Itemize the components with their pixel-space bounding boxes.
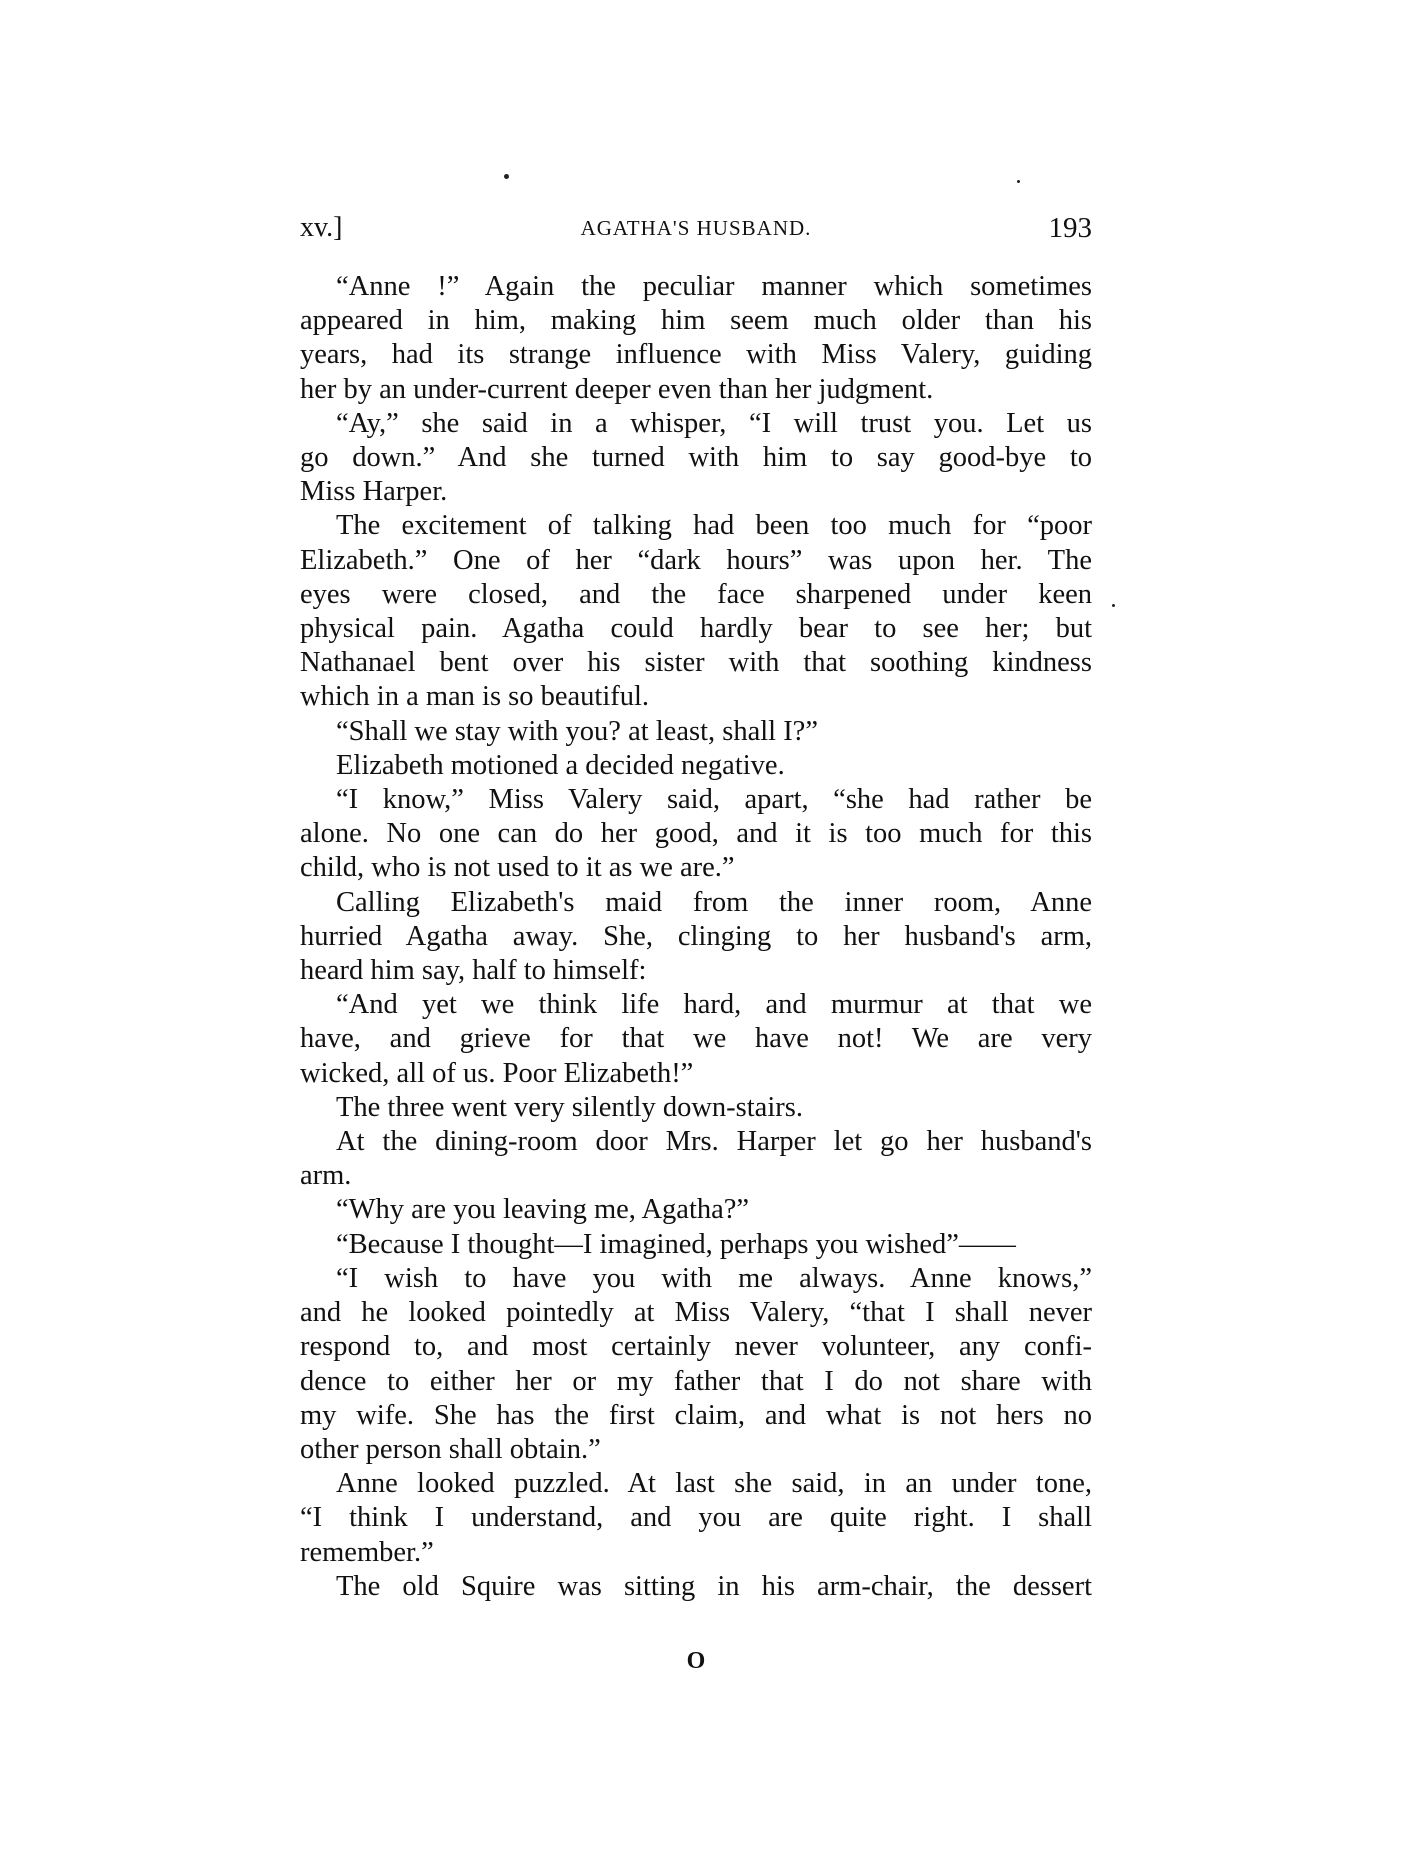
paragraph [300, 1228, 1092, 1262]
text-line: “I wish to have you with me always. Anne knows,” [336, 1262, 1092, 1294]
text-line: other person shall obtain.” [300, 1433, 601, 1465]
text-line: hurried Agatha away. She, clinging to her husband's arm, [300, 920, 1092, 952]
text-line: “And yet we think life hard, and murmur at that we [336, 989, 1092, 1021]
text-line: which in a man is so beautiful. [300, 681, 650, 713]
text-line: Miss Harper. [300, 476, 448, 508]
text-line: eyes were closed, and the face sharpened under keen [300, 578, 1092, 610]
text-line: years, had its strange influence with Miss Valery, guiding [300, 339, 1092, 371]
paragraph [300, 886, 1092, 989]
text-line: alone. No one can do her good, and it is too much for this [300, 818, 1092, 850]
paragraph [300, 1570, 1092, 1604]
text-line: remember.” [300, 1536, 434, 1568]
text-line: The old Squire was sitting in his arm-chair, the dessert [336, 1570, 1092, 1602]
text-line: have, and grieve for that we have not! We are very [300, 1023, 1092, 1055]
text-line: dence to either her or my father that I do not share with [300, 1365, 1092, 1397]
chapter-number: xv.] [300, 212, 343, 243]
print-speck [1112, 604, 1115, 607]
text-line: child, who is not used to it as we are.” [300, 852, 735, 884]
paragraph [300, 270, 1092, 407]
text-line: her by an under-current deeper even than her judgment. [300, 373, 934, 405]
paragraph [300, 749, 1092, 783]
text-line: “Anne !” Again the peculiar manner which sometimes [336, 271, 1092, 302]
paragraph [300, 715, 1092, 749]
text-line: The three went very silently down-stairs. [336, 1091, 803, 1123]
text-line: physical pain. Agatha could hardly bear to see her; but [300, 613, 1092, 645]
paragraph [300, 1091, 1092, 1125]
paragraph [300, 1467, 1092, 1570]
text-line: “I think I understand, and you are quite right. I shall [300, 1502, 1092, 1534]
text-line: arm. [300, 1160, 352, 1192]
text-line: my wife. She has the first claim, and what is not hers no [300, 1399, 1092, 1431]
signature-mark: O [686, 1648, 706, 1674]
text-line: “Why are you leaving me, Agatha?” [336, 1194, 750, 1226]
text-line: Elizabeth motioned a decided negative. [336, 749, 785, 781]
text-line: “Ay,” she said in a whisper, “I will trust you. Let us [336, 407, 1092, 439]
text-line: Anne looked puzzled. At last she said, in an under tone, [336, 1468, 1092, 1500]
text-line: “Because I thought—I imagined, perhaps you wished”—— [336, 1228, 1016, 1260]
paragraph [300, 509, 1092, 714]
text-line: wicked, all of us. Poor Elizabeth!” [300, 1057, 694, 1089]
text-line: “I know,” Miss Valery said, apart, “she had rather be [336, 784, 1092, 816]
body-text [300, 270, 1092, 1604]
paragraph [300, 1262, 1092, 1467]
paragraph [300, 407, 1092, 510]
paragraph [300, 783, 1092, 886]
text-line: Nathanael bent over his sister with that soothing kindness [300, 647, 1092, 679]
print-speck [504, 174, 509, 179]
page-number: 193 [1048, 212, 1092, 244]
text-line: Calling Elizabeth's maid from the inner room, Anne [336, 886, 1092, 918]
text-line: respond to, and most certainly never volunteer, any confi- [300, 1331, 1092, 1363]
text-line: go down.” And she turned with him to say good-bye to [300, 442, 1092, 474]
running-title: AGATHA'S HUSBAND. [580, 216, 812, 240]
paragraph [300, 1193, 1092, 1227]
text-line: Elizabeth.” One of her “dark hours” was upon her. The [300, 544, 1092, 576]
text-line: “Shall we stay with you? at least, shall I?” [336, 715, 818, 747]
text-line: appeared in him, making him seem much older than his [300, 305, 1092, 337]
paragraph [300, 988, 1092, 1091]
running-head [300, 208, 1092, 248]
text-line: The excitement of talking had been too much for “poor [336, 510, 1092, 542]
text-line: heard him say, half to himself: [300, 955, 647, 987]
print-speck [1017, 180, 1020, 183]
text-line: At the dining-room door Mrs. Harper let go her husband's [336, 1126, 1092, 1158]
paragraph [300, 1125, 1092, 1193]
text-line: and he looked pointedly at Miss Valery, “that I shall never [300, 1297, 1092, 1329]
